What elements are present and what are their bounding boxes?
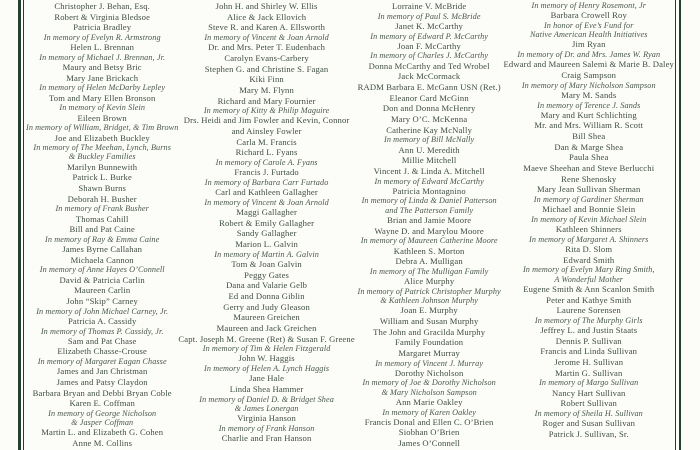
donor-name: Thomas Cahill [75,213,129,224]
memorial-note: In memory of Charles J. McCarthy [370,51,489,61]
donor-name: James O’Connell [398,438,460,449]
donor-name: Janet K. McCarthy [395,20,464,31]
donor-name: Alice Murphy [404,276,455,287]
donor-name: Maureen Greichen [233,312,300,323]
memorial-note: In memory of Sheila H. Sullivan [534,408,643,418]
donor-name: Brian and Jamie Moore [387,214,472,225]
donor-name: Laurene Sorensen [556,305,621,316]
donor-name: Martin G. Sullivan [555,367,623,378]
memorial-note: In memory of William, Bridget, & Tim Brown [26,123,179,133]
memorial-note: In memory of Thomas P. Cassidy, Jr. [40,326,164,336]
donor-name: Donna McCarthy and Ted Wrobel [368,60,490,71]
memorial-note: In memory of Margaret A. Shinners [529,234,649,244]
memorial-note: In memory of Dr. and Mrs. James W. Ryan [517,50,661,60]
donor-name: Peggy Gates [244,269,290,280]
donor-name: Steve R. and Karen A. Ellsworth [208,22,326,33]
donor-name: Carl and Kathleen Gallagher [215,187,318,198]
donor-name: Bill Shea [572,131,606,142]
donor-name: Francis Donal and Ellen C. O’Brien [364,416,494,427]
donor-name: Eileen Brown [77,112,127,123]
donor-name: Maggi Gallagher [236,207,297,218]
donor-name: Paula Shea [569,152,609,163]
memorial-note: In memory of Vincent & Joan Arnold [204,197,329,207]
donor-name: Carla M. Francis [236,136,297,147]
memorial-note: In memory of Kevin Michael Slein [531,214,647,224]
memorial-note: In memory of Margaret Eagan Chasse [37,357,167,367]
memorial-note: In memory of Frank Hanson [218,423,315,433]
donor-name: Sam and Pat Chase [67,335,137,346]
donor-name: Jack McCormack [397,71,461,82]
donor-name: Millie Mitchell [401,155,457,166]
donor-name: Jim Ryan [571,39,606,50]
donor-name: Sandy Gallagher [236,228,297,239]
donor-name: Mary Jean Sullivan Sherman [537,184,641,195]
donor-name: Shawn Burns [78,182,127,193]
donor-name: Carolyn Evans-Carbery [224,52,309,63]
memorial-note: In memory of Anne Hayes O’Connell [39,265,165,275]
memorial-note: In memory of Terence J. Sands [537,100,641,110]
donor-name: John W. Haggis [238,353,295,364]
donor-name: Joan F. McCarthy [397,40,461,51]
donor-name: Kathleen S. Morton [393,245,465,256]
donor-name: Mr. and Mrs. William R. Scott [534,120,644,131]
donor-name: Deborah H. Busher [67,193,137,204]
donor-name: Lorraine V. McBride [391,1,467,11]
donor-name: Robert Sullivan [560,398,617,409]
donor-name: Patrick J. Sullivan, Sr. [548,428,629,439]
donor-name: Stephen G. and Christine S. Fagan [204,63,329,74]
page-border-right-inner [675,0,676,450]
donor-name: David & Patricia Carlin [59,274,145,285]
donor-name: Rene Shenosky [561,173,617,184]
donor-name: Dana and Valarie Gelb [226,280,308,291]
donor-name: The John and Gracilda Murphy [373,326,486,337]
memorial-note: In memory of Gardiner Sherman [533,195,644,205]
memorial-note: & Jasper Coffman [71,418,134,428]
memorial-note: A Wonderful Mother [554,274,624,284]
donor-columns [26,1,674,450]
donor-name: John H. and Shirley W. Ellis [215,1,318,11]
donor-name: Barbara Bryan and Debbi Bryan Coble [32,387,172,398]
memorial-note: In memory of Paul S. McBride [377,11,481,21]
donor-name: Nancy Hart Sullivan [552,387,626,398]
memorial-note: In memory of Mary Nicholson Sampson [521,80,656,90]
donor-name: Dan & Marge Shea [554,141,624,152]
donor-name: Marion L. Galvin [235,239,298,250]
donor-name: Richard L. Fyans [235,147,298,158]
memorial-note: In memory of Edward McCarthy [374,176,484,186]
memorial-note: In memory of Joe & Dorothy Nicholson [362,378,496,388]
memorial-note: In memory of Kevin Slein [59,103,146,113]
donor-name: Don and Donna McHenry [382,103,476,114]
donor-name: Joe and Elizabeth Buckley [54,132,150,143]
donor-name: Mary and Kurt Schlichting [540,109,637,120]
donor-name: Richard and Mary Fournier [217,95,316,106]
donor-name: Gerry and Judy Gleason [223,301,310,312]
memorial-note: In memory of Tim & Helen Fitzgerald [202,344,331,354]
memorial-note: and The Patterson Family [385,205,474,215]
page-border-left-inner [23,0,24,450]
donor-name: Kiki Finn [249,74,284,85]
memorial-note: In memory of Vincent J. Murray [375,358,484,368]
memorial-note: In memory of Helen McDarby Lepley [39,83,166,93]
donor-name: Maureen and Jack Greichen [216,322,317,333]
memorial-note: In memory of Ray & Emma Caine [45,234,160,244]
memorial-note: In memory of Barbara Carr Furtado [204,177,329,187]
donor-name: Francis and Linda Sullivan [540,346,638,357]
donor-name: Tom & Joan Galvin [231,258,302,269]
memorial-note: In memory of Evelyn R. Armstrong [43,32,161,42]
donor-name: Virginia Hanson [237,413,296,424]
donor-name: Dr. and Mrs. Peter T. Eudenbach [208,42,326,53]
donor-name: Craig Sampson [561,69,617,80]
donor-name: Patrick L. Burke [72,172,132,183]
page-border-right-outer [679,0,682,450]
donor-name: Margaret Murray [398,347,460,358]
donor-name: Jerome H. Sullivan [554,357,624,368]
donor-name: Tom and Mary Ellen Bronson [48,92,156,103]
donor-name: Anne M. Collins [72,438,133,449]
donor-name: Bill and Pat Caine [69,224,135,235]
memorial-note: & Mary Nicholson Sampson [381,387,477,397]
donor-name: James Byrne Callahan [62,244,143,255]
donor-name: Mary M. Sands [561,89,617,100]
donor-column [178,1,354,450]
donor-name: Rita D. Slom [565,244,613,255]
donor-name: Barbara Crowell Roy [550,10,627,21]
memorial-note: In memory of Frank Busher [55,204,149,214]
donor-name: and Ainsley Fowler [231,126,302,137]
donor-name: Francis J. Furtado [234,167,299,178]
donor-name: Patricia Montagnino [392,185,466,196]
memorial-note: & Buckley Families [68,152,136,162]
memorial-note: In memory of Edward P. McCarthy [370,31,489,41]
memorial-note: In memory of Helen A. Lynch Haggis [204,364,330,374]
memorial-note: In memory of Patrick Christopher Murphy [357,286,501,296]
donor-name: Catherine Kay McNally [386,124,473,135]
donor-name: Roger and Susan Sullivan [542,418,636,429]
memorial-note: In memory of The Mulligan Family [369,266,489,276]
donor-name: Karen E. Coffman [69,398,135,409]
donor-name: Edward and Maureen Salemi & Marie B. Daley [503,59,674,70]
donor-name: William and Susan Murphy [379,315,479,326]
memorial-note: Native American Health Initiatives [529,30,648,40]
donor-name: Vincent J. & Linda A. Mitchell [373,165,485,176]
donor-name: Michaela Cannon [70,254,134,265]
donor-name: Robert & Virginia Bledsoe [54,11,151,22]
memorial-note: In memory of Carole A. Fyans [215,158,318,168]
donor-column [504,1,674,450]
memorial-note: In memory of Maureen Catherine Moore [360,236,498,246]
donor-column [26,1,178,450]
memorial-note: In memory of Henry Rosemont, Jr [531,1,647,10]
donor-name: Maureen Carlin [74,285,131,296]
donor-name: Helen L. Brennan [70,42,135,53]
donor-name: Maeve Sheehan and Steve Berlucchi [523,163,655,174]
donor-name: Eleanor Card McGinn [389,92,469,103]
donor-name: John “Skip” Carney [66,295,138,306]
page-border-left-outer [18,0,21,450]
memorial-note: In memory of Bill McNally [384,135,475,145]
memorial-note: In memory of Linda & Daniel Patterson [361,196,497,206]
memorial-note: In memory of Martin A. Galvin [214,249,319,259]
donor-column [355,1,504,450]
donor-name: Maury and Betsy Bric [62,62,142,73]
memorial-note: In memory of Daniel D. & Bridget Shea [199,394,334,404]
donor-name: Capt. Joseph M. Greene (Ret) & Susan F. Greene [178,333,355,344]
memorial-note: & James Lonergan [234,403,299,413]
memorial-note: In memory of Karen Oakley [382,407,476,417]
donor-name: Jane Hale [249,373,285,384]
donor-name: Robert & Emily Gallagher [219,217,315,228]
donor-name: James and Jan Christman [56,366,148,377]
donor-name: Linda Shea Hammer [229,384,304,395]
donor-name: Ann Marie Oakley [395,396,463,407]
donor-name: Patricia Bradley [73,22,132,33]
donor-name: Eugene Smith & Ann Scanlon Smith [523,283,655,294]
memorial-note: In memory of The Murphy Girls [534,315,643,325]
donor-name: Martin L. and Elizabeth G. Cohen [41,427,164,438]
memorial-note: In memory of The Meehan, Lynch, Burns [33,143,172,153]
donor-name: Mary Jane Brickach [66,72,139,83]
donor-name: Elizabeth Chasse-Crouse [57,346,147,357]
donor-name: Kathleen Shinners [555,224,622,235]
donor-name: Drs. Heidi and Jim Fowler and Kevin, Connor [183,115,350,126]
donor-name: RADM Barbara E. McGann USN (Ret.) [357,82,501,93]
donor-name: Siobhan O’Brien [398,427,460,438]
donor-name: Debra A. Mulligan [395,256,463,267]
donor-name: Michael and Bonnie Slein [542,204,636,215]
donor-name: Dennis P. Sullivan [555,335,622,346]
donor-name: Mary M. Flynn [239,84,294,95]
memorial-note: In memory of Michael J. Brennan, Jr. [39,52,166,62]
donor-name: Peter and Kathye Smith [546,294,632,305]
donor-name: Dorothy Nicholson [394,367,464,378]
memorial-note: In memory of Vincent & Joan Arnold [204,32,329,42]
memorial-note: In memory of John Michael Carney, Jr. [36,306,169,316]
memorial-note: In honor of Eve’s Fund for [543,20,634,30]
donor-name: Ann U. Meredith [398,144,460,155]
memorial-note: In memory of George Nicholson [48,408,157,418]
donor-name: Edward Smith [563,254,615,265]
donor-name: Jeffrey L. and Justin Staats [540,325,638,336]
memorial-note: In memory of Margo Sullivan [539,378,639,388]
donor-name: Patricia A. Cassidy [67,315,137,326]
donor-name: Mary O’C. McKenna [391,114,468,124]
memorial-note: & Kathleen Johnson Murphy [380,295,479,305]
donor-name: Family Foundation [395,337,464,348]
memorial-note: In memory of Kitty & Philip Maguire [203,106,330,116]
donor-name: Ed and Donna Giblin [228,290,305,301]
donor-name: Marilyn Bunnewith [67,161,138,172]
donor-name: Wayne D. and Marylou Moore [374,225,484,236]
donor-name: James and Patsy Claydon [56,377,148,387]
donor-name: Christopher J. Behan, Esq. [54,1,150,11]
memorial-note: In memory of Evelyn Mary Ring Smith, [522,265,655,275]
donor-name: Joan E. Murphy [400,305,458,316]
donor-name: Alice & Jack Ellovich [226,11,307,22]
donor-name: Charlie and Fran Hanson [221,433,312,444]
